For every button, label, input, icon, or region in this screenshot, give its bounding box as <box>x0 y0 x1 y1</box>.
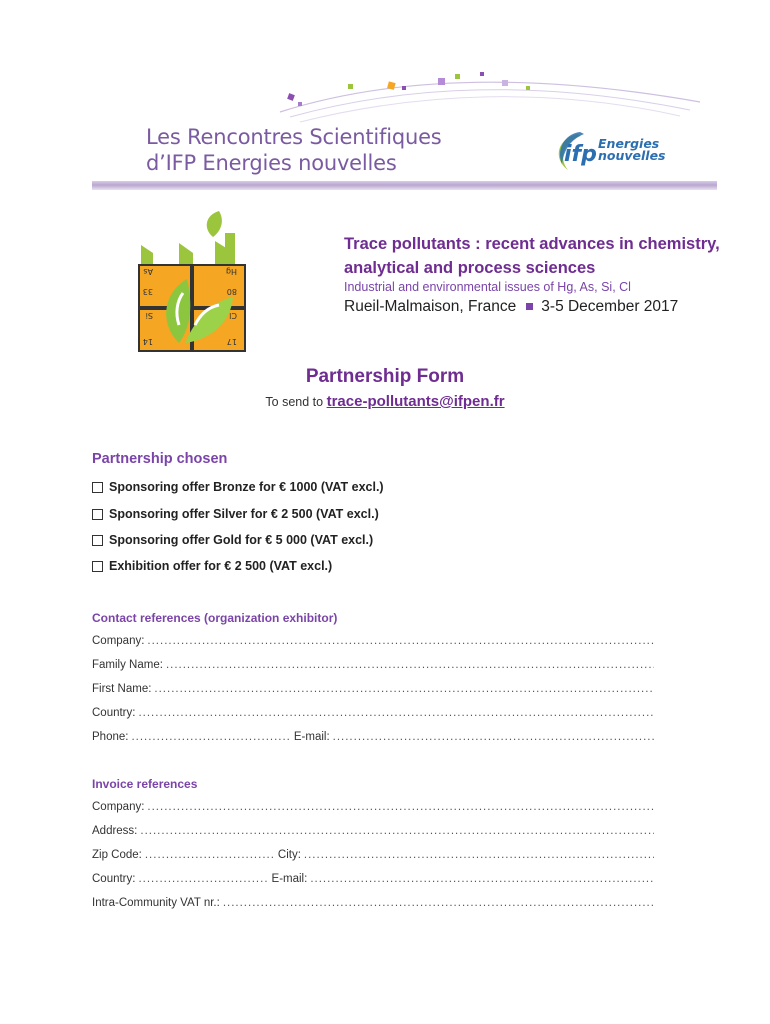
contact-country-field[interactable] <box>92 707 654 719</box>
svg-text:Hg: Hg <box>225 267 237 276</box>
brand-line-2: d’IFP Energies nouvelles <box>146 151 397 175</box>
contact-country-label: Country: <box>92 707 136 719</box>
contact-phone-label: Phone: <box>92 731 129 743</box>
contact-company-label: Company: <box>92 635 145 647</box>
header-divider <box>92 181 717 190</box>
invoice-country-label: Country: <box>92 873 136 885</box>
svg-text:14: 14 <box>142 337 153 346</box>
option-silver-label: Sponsoring offer Silver for € 2 500 (VAT excl.) <box>109 507 379 521</box>
partnership-section-title: Partnership chosen <box>92 451 228 467</box>
contact-email-link[interactable]: trace-pollutants@ifpen.fr <box>326 393 505 410</box>
option-silver[interactable] <box>92 507 379 521</box>
invoice-company-label: Company: <box>92 801 145 813</box>
event-title: Trace pollutants : recent advances in chemistry, analytical and process sciences <box>344 235 720 277</box>
contact-phone-email-field[interactable] <box>92 731 654 743</box>
partner-logo-line-2: nouvelles <box>598 148 666 163</box>
invoice-address-field[interactable] <box>92 825 654 837</box>
factory-periodic-logo-icon <box>135 205 255 357</box>
option-gold[interactable] <box>92 533 373 547</box>
contact-first-name-field[interactable] <box>92 683 654 695</box>
svg-text:Cl: Cl <box>229 311 237 320</box>
invoice-vat-field[interactable] <box>92 897 654 909</box>
checkbox-silver[interactable] <box>92 509 103 520</box>
event-location-dates <box>344 298 678 316</box>
event-place: Rueil-Malmaison, France <box>344 298 517 315</box>
svg-text:80: 80 <box>226 287 237 296</box>
invoice-company-field[interactable] <box>92 801 654 813</box>
svg-text:17: 17 <box>226 337 237 346</box>
option-bronze-label: Sponsoring offer Bronze for € 1000 (VAT excl.) <box>109 480 384 494</box>
send-to-line <box>0 393 770 410</box>
svg-text:ifp: ifp <box>564 142 597 167</box>
svg-text:33: 33 <box>142 287 153 296</box>
option-exhibition-label: Exhibition offer for € 2 500 (VAT excl.) <box>109 559 333 573</box>
invoice-email-label: E-mail: <box>271 873 308 885</box>
contact-company-field[interactable] <box>92 635 654 647</box>
invoice-country-email-field[interactable] <box>92 873 654 885</box>
contact-first-name-label: First Name: <box>92 683 152 695</box>
checkbox-gold[interactable] <box>92 535 103 546</box>
partner-logo-line-1: Energies <box>598 136 660 151</box>
page-header <box>0 0 770 195</box>
send-to-label: To send to <box>265 395 324 409</box>
form-title: Partnership Form <box>305 366 465 387</box>
contact-section-title: Contact references (organization exhibitor) <box>92 611 338 625</box>
invoice-city-label: City: <box>277 849 301 861</box>
option-bronze[interactable] <box>92 480 384 494</box>
invoice-zip-label: Zip Code: <box>92 849 142 861</box>
invoice-section-title: Invoice references <box>92 777 198 791</box>
contact-family-name-label: Family Name: <box>92 659 163 671</box>
contact-family-name-field[interactable] <box>92 659 654 671</box>
decorative-swoosh-icon <box>270 72 710 127</box>
brand-title <box>146 124 442 176</box>
checkbox-exhibition[interactable] <box>92 561 103 572</box>
invoice-zip-city-field[interactable] <box>92 849 654 861</box>
event-subtitle: Industrial and environmental issues of Hg, As, Si, Cl <box>344 280 631 294</box>
option-gold-label: Sponsoring offer Gold for € 5 000 (VAT excl.) <box>109 533 374 547</box>
event-dates: 3-5 December 2017 <box>541 298 679 315</box>
svg-text:Si: Si <box>145 311 153 320</box>
separator-square-icon <box>526 303 533 310</box>
invoice-vat-label: Intra-Community VAT nr.: <box>92 897 220 909</box>
option-exhibition[interactable] <box>92 559 332 573</box>
brand-line-1: Les Rencontres Scientifiques <box>146 125 442 149</box>
svg-text:As: As <box>143 267 153 276</box>
checkbox-bronze[interactable] <box>92 482 103 493</box>
invoice-address-label: Address: <box>92 825 138 837</box>
contact-email-label: E-mail: <box>293 731 330 743</box>
